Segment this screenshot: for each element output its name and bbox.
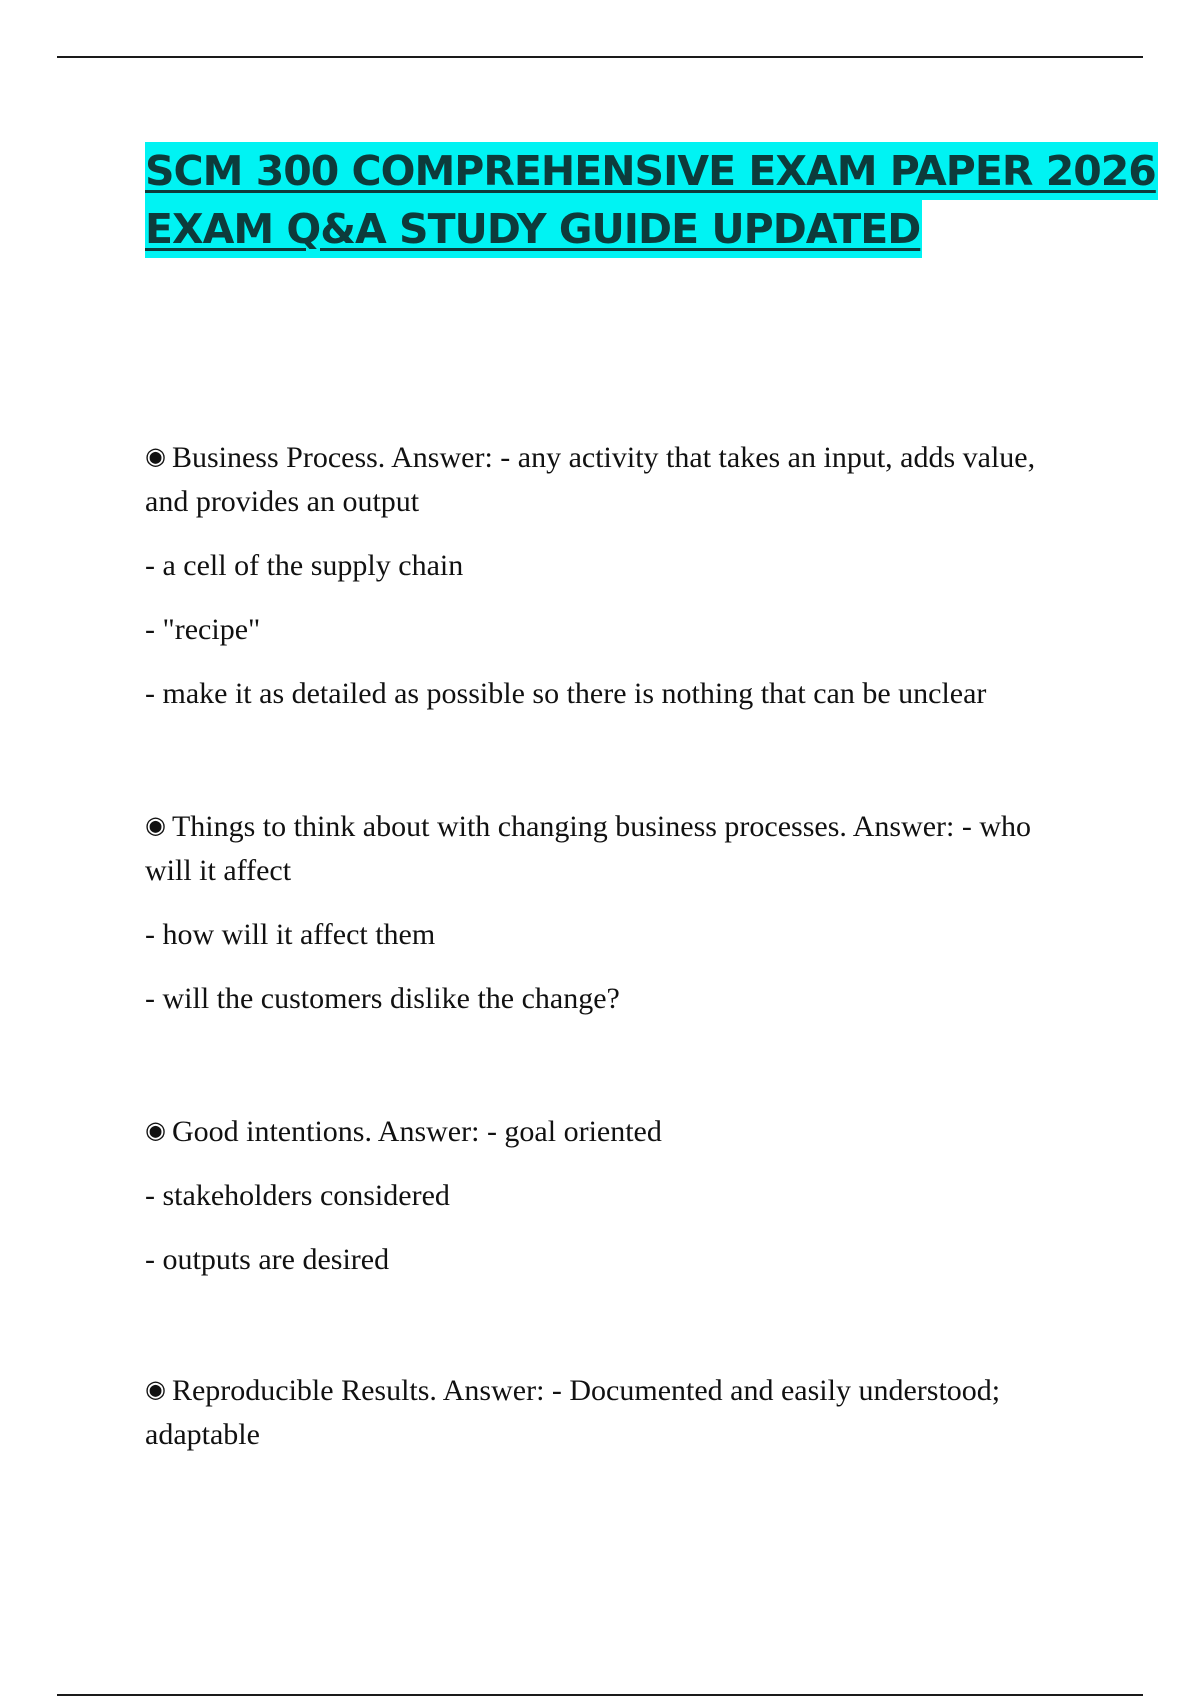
answer-line: - outputs are desired <box>145 1243 390 1276</box>
title-line-1: SCM 300 COMPREHENSIVE EXAM PAPER 2026 <box>145 142 1158 200</box>
top-rule <box>57 56 1143 58</box>
radio-bullet-icon: ◉ <box>145 442 166 470</box>
qa-item-business-process <box>145 434 1075 716</box>
question <box>145 1108 1075 1154</box>
qa-item-changing-processes <box>145 803 1075 1021</box>
qa-item-reproducible-results <box>145 1367 1075 1457</box>
answer-line: - will the customers dislike the change? <box>145 982 620 1015</box>
question-text: Things to think about with changing business processes. Answer: - who will it affect <box>145 810 1032 887</box>
answer-line: - make it as detailed as possible so there is nothing that can be unclear <box>145 677 987 710</box>
document-title <box>145 142 1156 258</box>
question <box>145 1367 1075 1457</box>
bottom-rule <box>57 1694 1143 1696</box>
radio-bullet-icon: ◉ <box>145 1116 166 1144</box>
answer-line: - "recipe" <box>145 613 261 646</box>
answer-line: - how will it affect them <box>145 918 436 951</box>
question <box>145 803 1075 893</box>
radio-bullet-icon: ◉ <box>145 1375 166 1403</box>
qa-item-good-intentions <box>145 1108 1075 1282</box>
question <box>145 434 1075 524</box>
answer-line: - stakeholders considered <box>145 1179 450 1212</box>
question-text: Reproducible Results. Answer: - Documented and easily understood; adaptable <box>145 1374 1001 1451</box>
radio-bullet-icon: ◉ <box>145 811 166 839</box>
question-text: Good intentions. Answer: - goal oriented <box>171 1115 662 1148</box>
answer-line: - a cell of the supply chain <box>145 549 464 582</box>
question-text: Business Process. Answer: - any activity that takes an input, adds value, and provides an output <box>145 441 1036 518</box>
title-line-2: EXAM Q&A STUDY GUIDE UPDATED <box>145 200 922 258</box>
